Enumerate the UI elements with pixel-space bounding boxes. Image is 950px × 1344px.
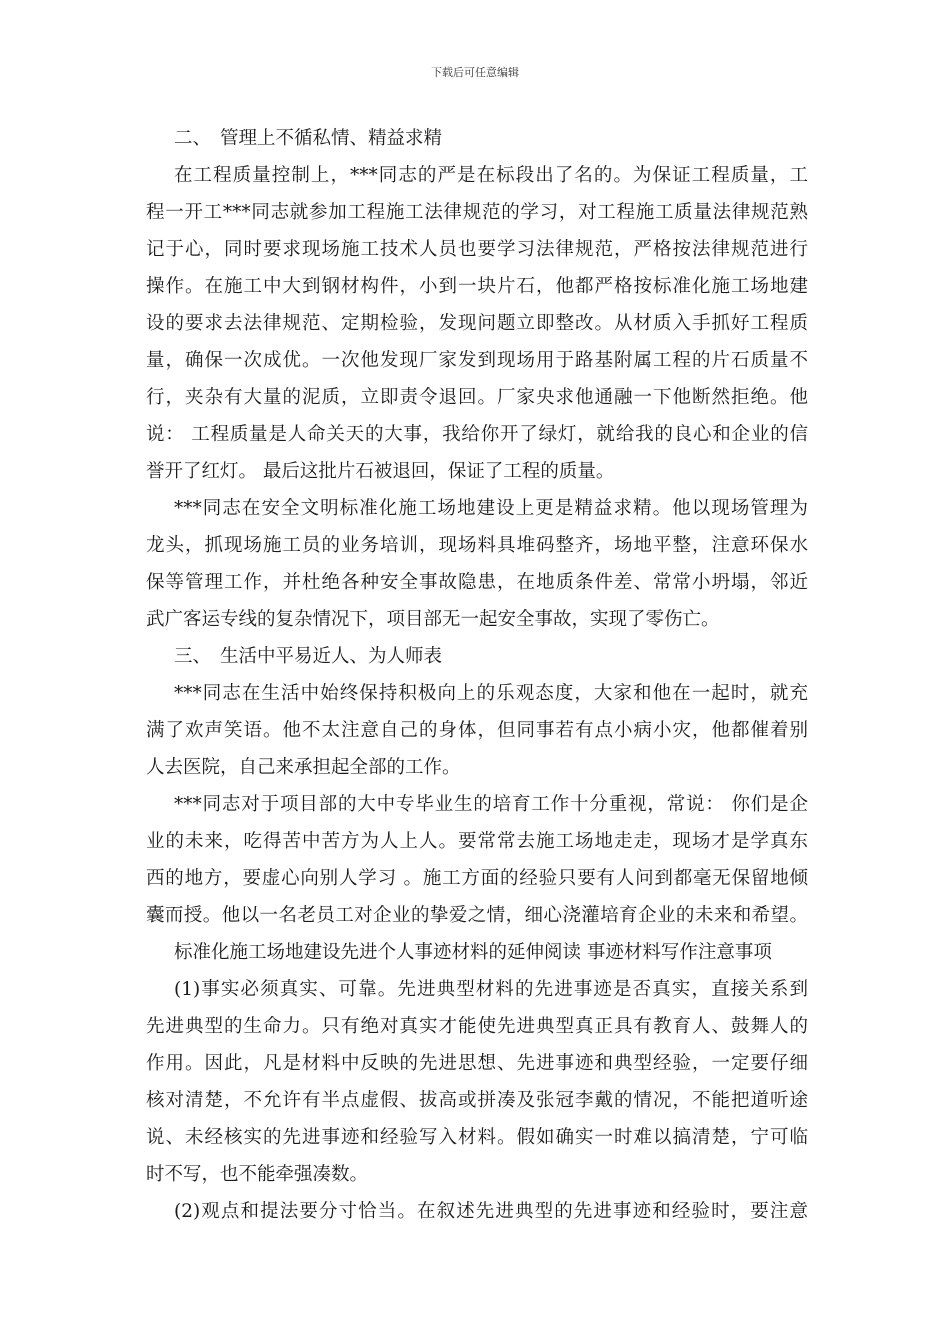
- text-line: 誉开了红灯。 最后这批片石被退回，保证了工程的质量。: [146, 461, 615, 482]
- text-line: (2)观点和提法要分寸恰当。在叙述先进典型的先进事迹和经验时，要注意: [174, 1201, 808, 1222]
- paragraph: [146, 1193, 808, 1230]
- text-line: 记于心，同时要求现场施工技术人员也要学习法律规范，严格按法律规范进行: [146, 239, 808, 260]
- paragraph: [146, 490, 808, 638]
- text-line: 满了欢声笑语。他不太注意自己的身体，但同事若有点小病小灾，他都催着别: [146, 720, 808, 741]
- text-line: 说： 工程质量是人命关天的大事，我给你开了绿灯，就给我的良心和企业的信: [146, 424, 808, 445]
- text-line: (1)事实必须真实、可靠。先进典型材料的先进事迹是否真实，直接关系到: [174, 979, 808, 1000]
- text-line: 核对清楚，不允许有半点虚假、拔高或拼凑及张冠李戴的情况，不能把道听途: [146, 1090, 808, 1111]
- text-line: 保等管理工作，并杜绝各种安全事故隐患，在地质条件差、常常小坍塌，邻近: [146, 572, 808, 593]
- text-line: 行，夹杂有大量的泥质，立即责令退回。厂家央求他通融一下他断然拒绝。他: [146, 387, 808, 408]
- text-line: 作用。因此，凡是材料中反映的先进思想、先进事迹和典型经验，一定要仔细: [146, 1053, 808, 1074]
- text-line: 先进典型的生命力。只有绝对真实才能使先进典型真正具有教育人、鼓舞人的: [146, 1016, 808, 1037]
- text-line: 说、未经核实的先进事迹和经验写入材料。假如确实一时难以搞清楚，宁可临: [146, 1127, 808, 1148]
- paragraph: [146, 786, 808, 934]
- section-heading-3: [146, 638, 808, 675]
- section-title: 生活中平易近人、为人师表: [220, 646, 443, 667]
- text-line: 西的地方，要虚心向别人学习 。施工方面的经验只要有人问到都毫无保留地倾: [146, 868, 808, 889]
- extended-reading-title: 标准化施工场地建设先进个人事迹材料的延伸阅读 事迹材料写作注意事项: [174, 942, 772, 963]
- document-body: [146, 120, 808, 1230]
- text-line: 囊而授。他以一名老员工对企业的挚爱之情，细心浇灌培育企业的未来和希望。: [146, 905, 808, 926]
- text-line: 时不写，也不能牵强凑数。: [146, 1164, 369, 1185]
- text-line: ***同志在生活中始终保持积极向上的乐观态度，大家和他在一起时，就充: [174, 683, 808, 704]
- text-line: 量，确保一次成优。一次他发现厂家发到现场用于路基附属工程的片石质量不: [146, 350, 808, 371]
- section-number: 二、: [174, 128, 212, 149]
- text-line: 在工程质量控制上，***同志的严是在标段出了名的。为保证工程质量，工: [174, 165, 808, 186]
- text-line: 程一开工***同志就参加工程施工法律规范的学习，对工程施工质量法律规范熟: [146, 202, 808, 223]
- page-header: 下载后可任意编辑: [431, 66, 519, 79]
- text-line: 设的要求去法律规范、定期检验，发现问题立即整改。从材质入手抓好工程质: [146, 313, 808, 334]
- paragraph: [146, 971, 808, 1193]
- text-line: 业的未来，吃得苦中苦方为人上人。要常常去施工场地走走，现场才是学真东: [146, 831, 808, 852]
- section-heading-2: [146, 120, 808, 157]
- text-line: 人去医院，自己来承担起全部的工作。: [146, 757, 461, 778]
- section-number: 三、: [174, 646, 212, 667]
- text-line: ***同志对于项目部的大中专毕业生的培育工作十分重视，常说： 你们是企: [174, 794, 808, 815]
- text-line: 武广客运专线的复杂情况下，项目部无一起安全事故，实现了零伤亡。: [146, 609, 720, 630]
- paragraph: [146, 675, 808, 786]
- section-title: 管理上不循私情、精益求精: [220, 128, 443, 149]
- text-line: 龙头，抓现场施工员的业务培训，现场料具堆码整齐，场地平整，注意环保水: [146, 535, 808, 556]
- paragraph: [146, 157, 808, 490]
- text-line: 操作。在施工中大到钢材构件，小到一块片石，他都严格按标准化施工场地建: [146, 276, 808, 297]
- text-line: ***同志在安全文明标准化施工场地建设上更是精益求精。他以现场管理为: [174, 498, 808, 519]
